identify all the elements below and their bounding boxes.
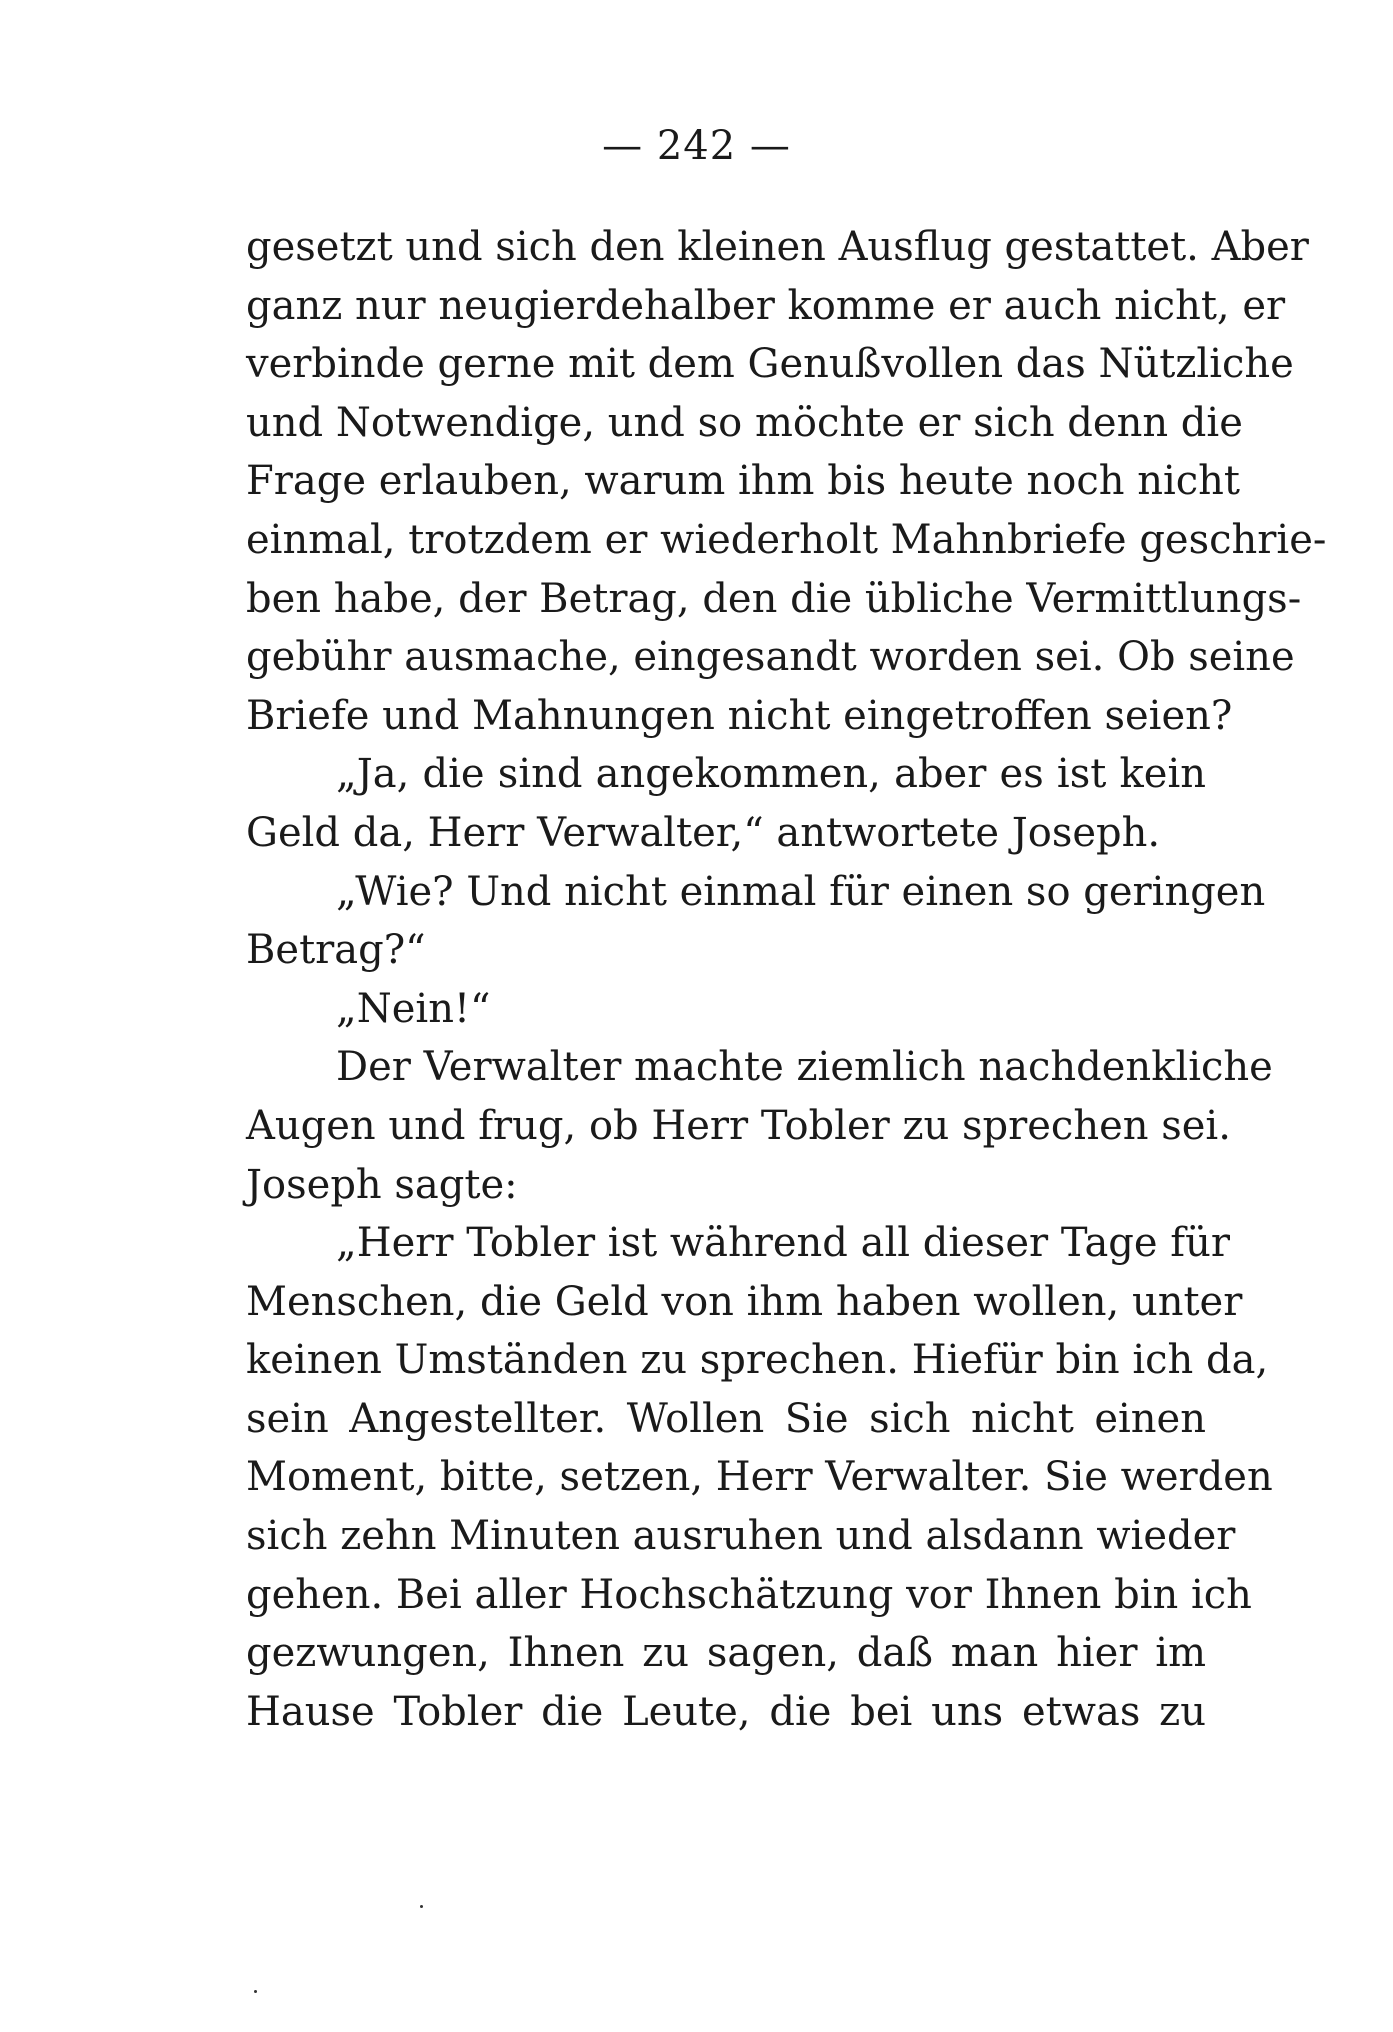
text-line: gehen. Bei aller Hochschätzung vor Ihnen bin ich (246, 1571, 1252, 1618)
text-line: Geld da, Herr Verwalter,“ antwortete Joseph. (246, 809, 1161, 856)
text-line: sein Angestellter. Wollen Sie sich nicht einen (246, 1395, 1206, 1442)
text-line: Betrag?“ (246, 927, 426, 974)
text-line: „Ja, die sind angekommen, aber es ist kein (336, 751, 1206, 798)
speck-mark (420, 1905, 423, 1908)
text-line: ganz nur neugierdehalber komme er auch nicht, er (246, 282, 1286, 329)
text-line: gezwungen, Ihnen zu sagen, daß man hier im (246, 1630, 1206, 1677)
page-number: — 242 — (602, 123, 791, 169)
text-line: „Nein!“ (336, 985, 491, 1032)
speck-mark (254, 1990, 257, 1993)
text-line: „Herr Tobler ist während all dieser Tage für (336, 1220, 1230, 1267)
text-line: ben habe, der Betrag, den die übliche Vermittlungs- (246, 575, 1302, 622)
text-line: Briefe und Mahnungen nicht eingetroffen seien? (246, 692, 1233, 739)
text-line: Augen und frug, ob Herr Tobler zu sprechen sei. (246, 1102, 1231, 1149)
body-text (246, 218, 1327, 1741)
text-line: keinen Umständen zu sprechen. Hiefür bin ich da, (246, 1337, 1269, 1384)
text-line: Moment, bitte, setzen, Herr Verwalter. Sie werden (246, 1454, 1273, 1501)
text-line: Der Verwalter machte ziemlich nachdenkliche (336, 1044, 1273, 1091)
text-line: gebühr ausmache, eingesandt worden sei. Ob seine (246, 634, 1295, 681)
text-line: Menschen, die Geld von ihm haben wollen, unter (246, 1278, 1243, 1325)
text-line: verbinde gerne mit dem Genußvollen das Nützliche (246, 341, 1294, 388)
text-line: einmal, trotzdem er wiederholt Mahnbriefe geschrie- (246, 516, 1327, 563)
text-line: Frage erlauben, warum ihm bis heute noch nicht (246, 458, 1241, 505)
text-line: „Wie? Und nicht einmal für einen so geringen (336, 868, 1266, 915)
text-line: Hause Tobler die Leute, die bei uns etwas zu (246, 1688, 1206, 1735)
text-line: sich zehn Minuten ausruhen und alsdann wieder (246, 1513, 1236, 1560)
text-line: Joseph sagte: (246, 1161, 518, 1208)
text-line: gesetzt und sich den kleinen Ausflug gestattet. Aber (246, 224, 1309, 270)
text-line: und Notwendige, und so möchte er sich denn die (246, 399, 1243, 446)
